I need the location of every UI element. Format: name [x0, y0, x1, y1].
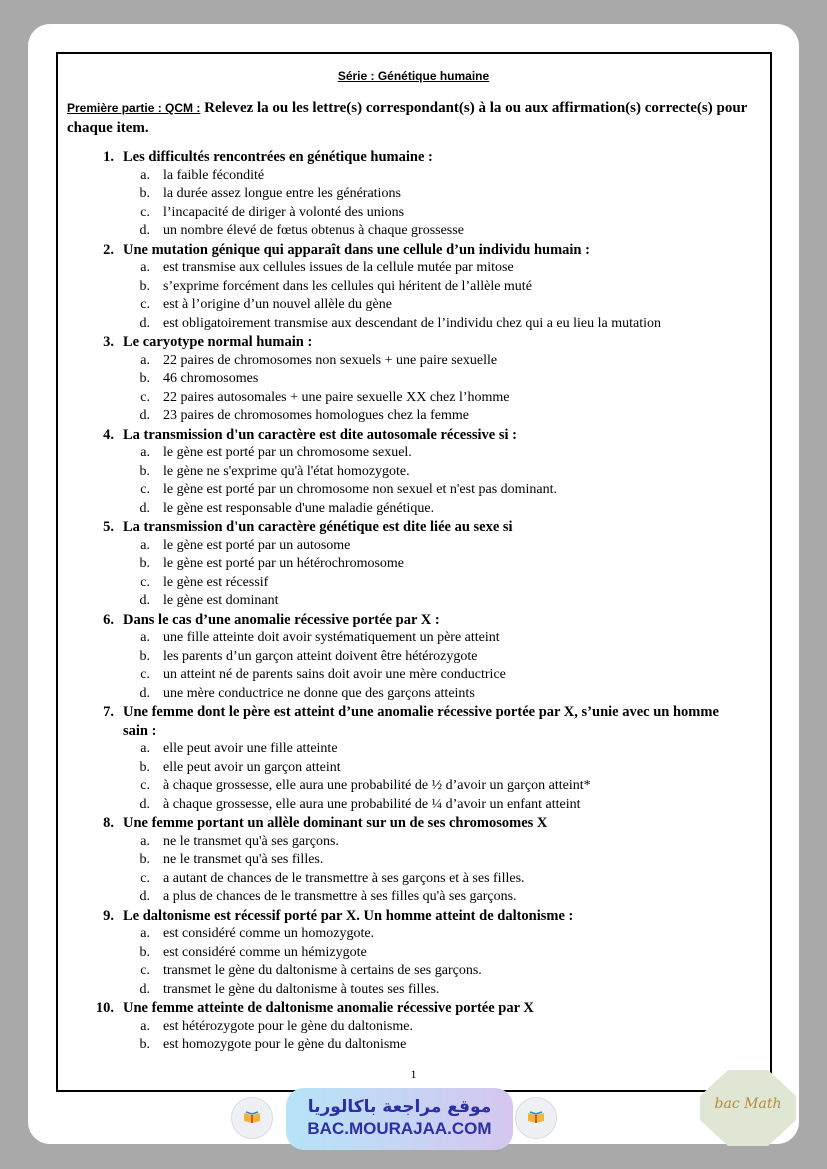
option-text: à chaque grossesse, elle aura une probabilité de ½ d’avoir un garçon atteint*	[163, 778, 591, 793]
question-heading	[0, 148, 827, 167]
option-letter: b.	[139, 556, 150, 571]
answer-option	[0, 204, 827, 223]
question-item	[0, 426, 827, 519]
option-text: le gène ne s'exprime qu'à l'état homozygote.	[163, 463, 410, 479]
option-text: est homozygote pour le gène du daltonisme	[163, 1037, 407, 1052]
bac-math-logo-text: bac Math	[714, 1096, 782, 1112]
option-text: est obligatoirement transmise aux descendant de l’individu chez qui a eu lieu la mutation	[163, 315, 662, 331]
option-letter: a.	[140, 445, 150, 460]
answer-option	[0, 666, 827, 685]
option-letter: a.	[140, 833, 150, 849]
answer-option	[0, 777, 827, 796]
option-letter: a.	[140, 537, 150, 553]
answer-option	[0, 851, 827, 870]
answer-option	[0, 185, 827, 204]
question-item	[0, 611, 827, 704]
option-text: le gène est dominant	[163, 593, 279, 608]
option-letter: b.	[139, 944, 150, 960]
option-text: le gène est récessif	[163, 574, 269, 590]
book-icon	[527, 1111, 545, 1123]
answer-option	[0, 222, 827, 241]
answer-option	[0, 833, 827, 852]
option-letter: a.	[140, 167, 150, 183]
answer-option	[0, 537, 827, 556]
option-text: a autant de chances de le transmettre à ses garçons et à ses filles.	[163, 870, 525, 886]
option-letter: d.	[139, 408, 150, 423]
book-logo-right	[515, 1097, 557, 1139]
answer-option	[0, 648, 827, 667]
question-item	[0, 241, 827, 334]
banner-arabic-title: موقع مراجعة باكالوريا	[307, 1097, 492, 1117]
answer-option	[0, 981, 827, 1000]
option-letter: a.	[140, 630, 150, 645]
option-text: le gène est porté par un chromosome non sexuel et n'est pas dominant.	[163, 482, 558, 497]
option-letter: a.	[140, 260, 150, 275]
option-text: le gène est porté par un chromosome sexuel.	[163, 445, 412, 460]
question-text: Une femme atteinte de daltonisme anomalie récessive portée par X	[123, 1000, 534, 1016]
question-item	[0, 907, 827, 1000]
option-letter: b.	[139, 186, 150, 201]
question-heading	[0, 241, 827, 260]
question-text: La transmission d'un caractère est dite autosomale récessive si :	[123, 426, 517, 443]
question-number: 7.	[103, 704, 114, 720]
question-number: 2.	[103, 241, 114, 258]
answer-option	[0, 500, 827, 519]
option-letter: a.	[140, 1018, 150, 1034]
option-letter: c.	[140, 482, 150, 497]
option-letter: b.	[139, 371, 150, 386]
question-number: 3.	[103, 334, 114, 350]
option-text: est hétérozygote pour le gène du daltonisme.	[163, 1018, 413, 1034]
answer-option	[0, 352, 827, 371]
option-text: s’exprime forcément dans les cellules qui héritent de l’allèle muté	[163, 278, 532, 294]
option-text: ne le transmet qu'à ses garçons.	[163, 833, 339, 849]
book-logo-left	[231, 1097, 273, 1139]
banner-site-url[interactable]: BAC.MOURAJAA.COM	[307, 1119, 492, 1138]
option-letter: d.	[139, 889, 150, 904]
question-number: 8.	[103, 815, 114, 831]
book-icon	[243, 1111, 261, 1123]
option-letter: b.	[139, 852, 150, 867]
answer-option	[0, 407, 827, 426]
answer-option	[0, 555, 827, 574]
answer-option	[0, 463, 827, 482]
bac-math-logo	[698, 1068, 798, 1148]
answer-option	[0, 574, 827, 593]
question-item	[0, 148, 827, 241]
question-number: 5.	[103, 519, 114, 535]
answer-option	[0, 870, 827, 889]
option-text: 23 paires de chromosomes homologues chez la femme	[163, 408, 469, 423]
option-letter: d.	[139, 981, 150, 997]
option-letter: a.	[140, 926, 150, 941]
option-text: le gène est porté par un autosome	[163, 537, 351, 553]
question-number: 1.	[103, 149, 114, 165]
option-letter: d.	[139, 593, 150, 608]
option-text: à chaque grossesse, elle aura une probabilité de ¼ d’avoir un enfant atteint	[163, 796, 581, 812]
question-number: 6.	[103, 611, 114, 628]
option-text: un nombre élevé de fœtus obtenus à chaque grossesse	[163, 223, 464, 238]
answer-option	[0, 481, 827, 500]
question-text: Le caryotype normal humain :	[123, 334, 313, 350]
option-letter: c.	[140, 204, 150, 220]
option-letter: b.	[139, 278, 150, 294]
question-heading	[0, 907, 827, 926]
option-text: transmet le gène du daltonisme à toutes ses filles.	[163, 981, 440, 997]
option-letter: b.	[139, 1037, 150, 1052]
question-text: La transmission d'un caractère génétique est dite liée au sexe si	[123, 519, 513, 535]
answer-option	[0, 259, 827, 278]
question-number: 4.	[103, 426, 114, 443]
answer-option	[0, 962, 827, 981]
question-heading	[0, 703, 827, 740]
question-number: 10.	[95, 1000, 114, 1016]
option-text: une mère conductrice ne donne que des garçons atteints	[163, 685, 475, 701]
option-letter: b.	[139, 648, 150, 664]
instructions	[67, 98, 767, 138]
option-text: les parents d’un garçon atteint doivent être hétérozygote	[163, 648, 478, 664]
option-text: 22 paires de chromosomes non sexuels + une paire sexuelle	[163, 352, 498, 368]
instructions-text: Relevez la ou les lettre(s) correspondant(s) à la ou aux affirmation(s) correcte(s) pour chaque item.	[67, 100, 748, 136]
answer-option	[0, 370, 827, 389]
option-letter: d.	[139, 796, 150, 812]
option-letter: d.	[139, 315, 150, 331]
option-letter: c.	[140, 870, 150, 886]
option-letter: c.	[140, 667, 150, 682]
answer-option	[0, 685, 827, 704]
option-text: elle peut avoir un garçon atteint	[163, 759, 341, 775]
question-text: Le daltonisme est récessif porté par X. Un homme atteint de daltonisme :	[123, 907, 574, 924]
question-item	[0, 518, 827, 611]
site-banner[interactable]	[286, 1088, 513, 1150]
question-heading	[0, 426, 827, 445]
question-text: Une femme portant un allèle dominant sur un de ses chromosomes X	[123, 815, 548, 831]
option-letter: c.	[140, 963, 150, 978]
option-text: est transmise aux cellules issues de la cellule mutée par mitose	[163, 260, 514, 275]
question-item	[0, 333, 827, 426]
answer-option	[0, 389, 827, 408]
answer-option	[0, 278, 827, 297]
answer-option	[0, 315, 827, 334]
option-text: l’incapacité de diriger à volonté des unions	[163, 204, 405, 220]
answer-option	[0, 925, 827, 944]
question-item	[0, 999, 827, 1055]
question-heading	[0, 518, 827, 537]
answer-option	[0, 592, 827, 611]
option-letter: b.	[139, 463, 150, 479]
option-text: a plus de chances de le transmettre à ses filles qu'à ses garçons.	[163, 889, 517, 904]
question-heading	[0, 814, 827, 833]
option-letter: a.	[140, 741, 150, 756]
option-text: 46 chromosomes	[163, 371, 259, 386]
answer-option	[0, 629, 827, 648]
option-letter: c.	[140, 778, 150, 793]
answer-option	[0, 888, 827, 907]
option-text: un atteint né de parents sains doit avoir une mère conductrice	[163, 667, 506, 682]
answer-option	[0, 296, 827, 315]
answer-option	[0, 1036, 827, 1055]
answer-option	[0, 759, 827, 778]
question-text: Une mutation génique qui apparaît dans une cellule d’un individu humain :	[123, 241, 590, 258]
option-letter: d.	[139, 500, 150, 516]
option-letter: d.	[139, 685, 150, 701]
option-letter: c.	[140, 297, 150, 312]
instructions-lead: Première partie : QCM :	[67, 101, 201, 115]
question-list	[0, 148, 827, 1055]
option-letter: b.	[139, 759, 150, 775]
page-number: 1	[410, 1067, 417, 1081]
option-text: est considéré comme un hémizygote	[163, 944, 367, 960]
question-item	[0, 814, 827, 907]
question-item	[0, 703, 827, 814]
option-text: le gène est responsable d'une maladie génétique.	[163, 500, 435, 516]
question-heading	[0, 999, 827, 1018]
question-number: 9.	[103, 907, 114, 924]
question-heading	[0, 611, 827, 630]
option-text: une fille atteinte doit avoir systématiquement un père atteint	[163, 630, 500, 645]
answer-option	[0, 796, 827, 815]
option-text: est considéré comme un homozygote.	[163, 926, 375, 941]
option-text: 22 paires autosomales + une paire sexuelle XX chez l’homme	[163, 389, 510, 405]
option-text: le gène est porté par un hétérochromosome	[163, 556, 405, 571]
option-text: transmet le gène du daltonisme à certains de ses garçons.	[163, 963, 482, 978]
option-letter: a.	[140, 352, 150, 368]
answer-option	[0, 740, 827, 759]
option-letter: c.	[140, 389, 150, 405]
option-text: elle peut avoir une fille atteinte	[163, 741, 338, 756]
answer-option	[0, 1018, 827, 1037]
answer-option	[0, 167, 827, 186]
answer-option	[0, 444, 827, 463]
option-text: ne le transmet qu'à ses filles.	[163, 852, 324, 867]
option-letter: d.	[139, 223, 150, 238]
option-text: est à l’origine d’un nouvel allèle du gène	[163, 297, 392, 312]
question-text: Dans le cas d’une anomalie récessive portée par X :	[123, 611, 440, 628]
question-text: Une femme dont le père est atteint d’une anomalie récessive portée par X, s’unie avec un homme sain :	[123, 704, 719, 739]
question-heading	[0, 333, 827, 352]
option-text: la faible fécondité	[163, 167, 265, 183]
answer-option	[0, 944, 827, 963]
question-text: Les difficultés rencontrées en génétique humaine :	[123, 149, 433, 165]
option-letter: c.	[140, 574, 150, 590]
option-text: la durée assez longue entre les générations	[163, 186, 401, 201]
page-title: Série : Génétique humaine	[337, 69, 490, 83]
